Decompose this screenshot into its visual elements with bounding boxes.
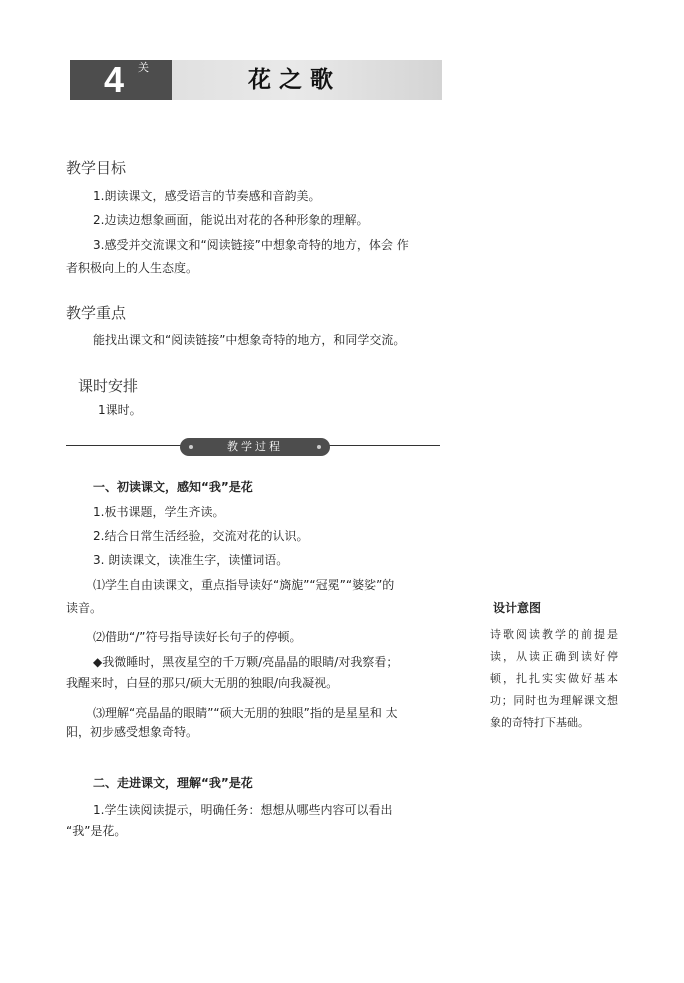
goals-heading: 教学目标 bbox=[66, 159, 127, 177]
section1-title: 一、初读课文，感知“我”是花 bbox=[93, 480, 253, 494]
section1-line: 读音。 bbox=[66, 601, 103, 615]
lesson-number-suffix: 关 bbox=[138, 61, 149, 74]
side-note-body: 诗歌阅读教学的前提是读，从读正确到读好停顿，扎扎实实做好基本功；同时也为理解课文想象的奇特打下基础。 bbox=[490, 628, 618, 729]
section2-title: 二、走进课文，理解“我”是花 bbox=[93, 776, 253, 790]
section1-line: 3. 朗读课文，读准生字，读懂词语。 bbox=[93, 553, 289, 567]
side-note-title: 设计意图 bbox=[493, 601, 542, 615]
section1-line: ⑶理解“亮晶晶的眼睛”“硕大无朋的独眼”指的是星星和 太 bbox=[93, 706, 398, 720]
section1-line: ⑵借助“/”符号指导读好长句子的停顿。 bbox=[93, 630, 302, 644]
schedule-heading: 课时安排 bbox=[78, 377, 139, 395]
goals-item: 者积极向上的人生态度。 bbox=[66, 261, 199, 275]
goals-item: 3.感受并交流课文和“阅读链接”中想象奇特的地方，体会 作 bbox=[93, 238, 409, 252]
lesson-number: 4 bbox=[104, 59, 125, 100]
section2-line: 1.学生读阅读提示，明确任务：想想从哪些内容可以看出 bbox=[93, 803, 393, 817]
process-label: 教学过程 bbox=[227, 440, 283, 453]
focus-heading: 教学重点 bbox=[66, 304, 127, 322]
section1-line: 2.结合日常生活经验，交流对花的认识。 bbox=[93, 529, 309, 543]
section1-example: 我醒来时，白昼的那只/硕大无朋的独眼/向我凝视。 bbox=[66, 676, 339, 690]
schedule-text: 1课时。 bbox=[98, 403, 142, 417]
section1-line: ⑴学生自由读课文，重点指导读好“旖旎”“冠冕”“婆娑”的 bbox=[93, 578, 395, 592]
lesson-title: 花之歌 bbox=[248, 66, 341, 93]
focus-text: 能找出课文和“阅读链接”中想象奇特的地方，和同学交流。 bbox=[93, 333, 406, 347]
section2-line: “我”是花。 bbox=[66, 824, 127, 838]
goals-item: 1.朗读课文，感受语言的节奏感和音韵美。 bbox=[93, 189, 321, 203]
goals-item: 2.边读边想象画面，能说出对花的各种形象的理解。 bbox=[93, 213, 369, 227]
section1-example: ◆我微睡时，黑夜星空的千万颗/亮晶晶的眼睛/对我察看； bbox=[93, 655, 399, 669]
section1-line: 1.板书课题，学生齐读。 bbox=[93, 505, 225, 519]
section1-line: 阳，初步感受想象奇特。 bbox=[66, 725, 199, 739]
